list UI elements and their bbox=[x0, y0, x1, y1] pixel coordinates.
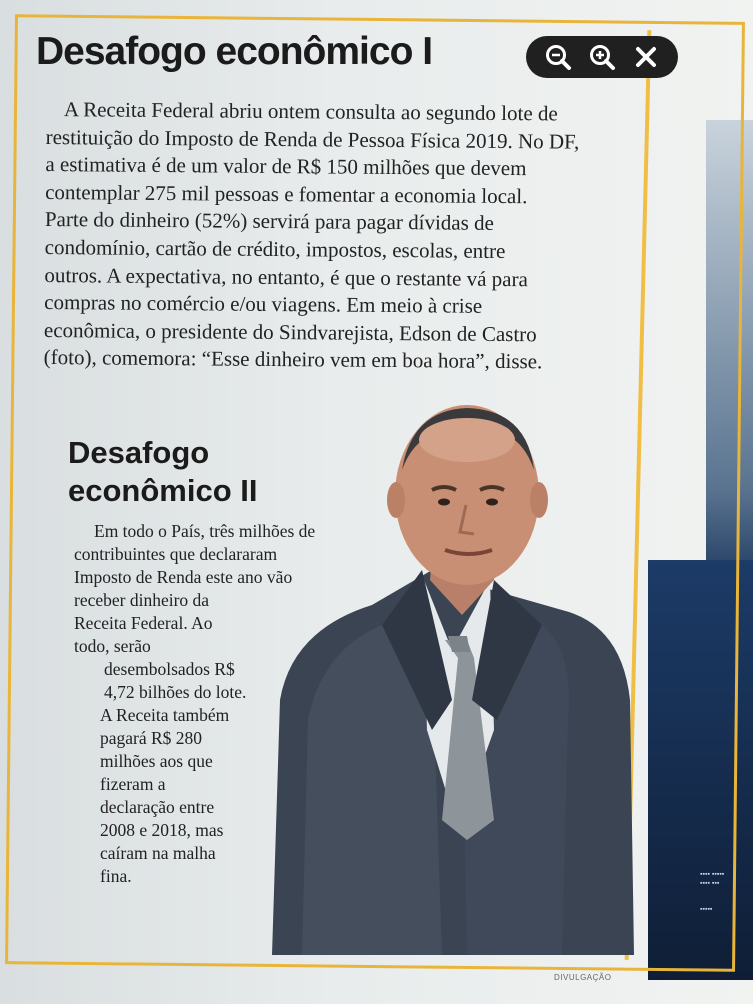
article-2-body-line: milhões aos que bbox=[100, 751, 213, 771]
article-2-title-line-1: Desafogo bbox=[68, 435, 210, 470]
adjacent-page-text-2: ▪▪▪▪▪ bbox=[700, 906, 713, 913]
article-body-line: (foto), comemora: “Esse dinheiro vem em boa hora”, disse. bbox=[43, 345, 543, 374]
portrait-photo bbox=[262, 400, 642, 960]
article-2-body-line: caíram na malha bbox=[100, 843, 216, 863]
article-body-line: a estimativa é de um valor de R$ 150 milhões que devem bbox=[45, 152, 527, 181]
article-2-body-line: Imposto de Renda este ano vão bbox=[74, 567, 293, 587]
photo-credit: DIVULGAÇÃO bbox=[554, 973, 612, 982]
article-2-body-line: 2008 e 2018, mas bbox=[100, 820, 224, 840]
zoom-out-icon bbox=[544, 43, 572, 71]
article-body-line: restituição do Imposto de Renda de Pessoa Física 2019. No DF, bbox=[45, 124, 580, 154]
article-2-body-line: declaração entre bbox=[100, 797, 215, 817]
article-2-title-line-2: econômico II bbox=[68, 473, 258, 508]
close-icon bbox=[633, 44, 659, 70]
zoom-in-button[interactable] bbox=[585, 40, 619, 74]
article-2-body-line: A Receita também bbox=[100, 705, 230, 725]
adjacent-page-text: ▪▪▪▪ ▪▪▪▪▪ ▪▪▪▪ ▪▪▪ bbox=[700, 871, 725, 887]
article-2-body-line: contribuintes que declararam bbox=[74, 544, 278, 564]
article-body-line: compras no comércio e/ou viagens. Em meio à crise bbox=[44, 290, 483, 318]
article-body-line: contemplar 275 mil pessoas e fomentar a economia local. bbox=[45, 179, 528, 208]
article-2-body-line: desembolsados R$ bbox=[104, 659, 235, 679]
article-body-line: outros. A expectativa, no entanto, é que o restante vá para bbox=[44, 262, 528, 291]
article-2-body-line: todo, serão bbox=[74, 636, 151, 656]
zoom-toolbar bbox=[526, 36, 678, 78]
article-body-line: condomínio, cartão de crédito, impostos, escolas, entre bbox=[44, 234, 506, 263]
article-2-body-line: Em todo o País, três milhões de bbox=[94, 521, 316, 541]
zoom-in-icon bbox=[588, 43, 616, 71]
article-body-line: econômica, o presidente do Sindvarejista, Edson de Castro bbox=[43, 317, 537, 347]
article-2-body-line: fizeram a bbox=[100, 774, 166, 794]
article-2-body-line: Receita Federal. Ao bbox=[74, 613, 213, 633]
article-title: Desafogo econômico I bbox=[36, 30, 433, 73]
article-2-body-line: 4,72 bilhões do lote. bbox=[104, 682, 247, 702]
article-2-body-line: pagará R$ 280 bbox=[100, 728, 203, 748]
article-2-body-line: receber dinheiro da bbox=[74, 590, 210, 610]
article-2-body-line: fina. bbox=[100, 866, 132, 886]
article-body-line: A Receita Federal abriu ontem consulta ao segundo lote de bbox=[63, 97, 558, 126]
zoom-out-button[interactable] bbox=[541, 40, 575, 74]
close-button[interactable] bbox=[629, 40, 663, 74]
article-body-line: Parte do dinheiro (52%) servirá para pagar dívidas de bbox=[44, 207, 495, 236]
article-body bbox=[44, 96, 666, 377]
